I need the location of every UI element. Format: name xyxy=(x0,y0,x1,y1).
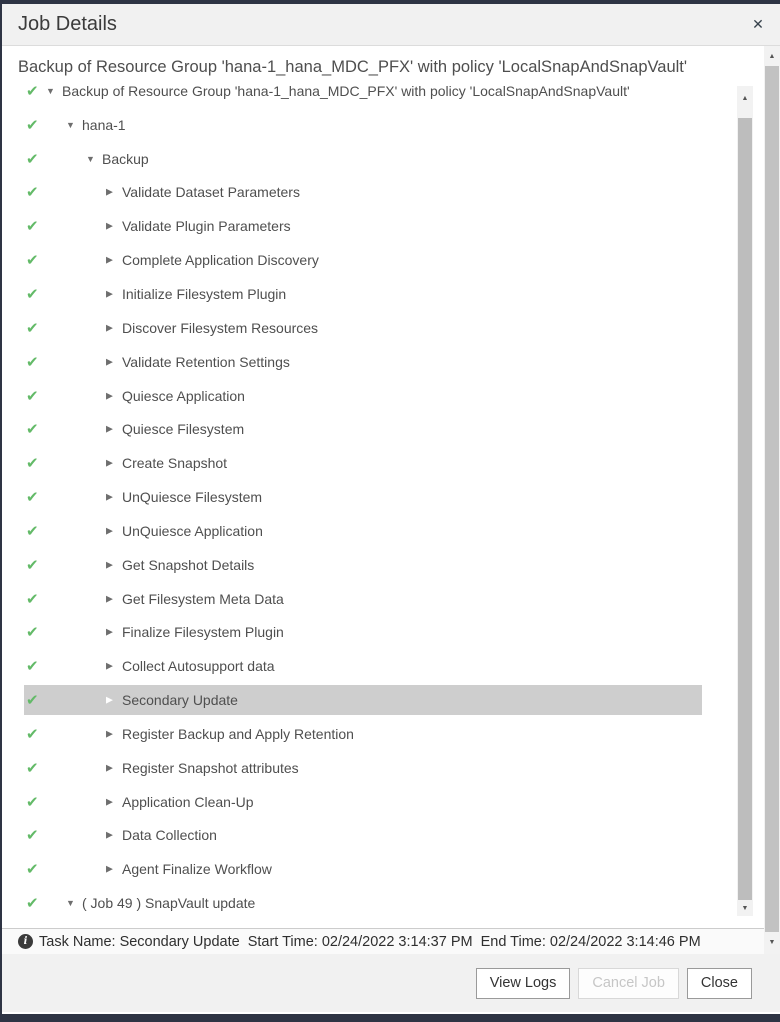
dialog-title: Job Details xyxy=(18,13,117,35)
task-tree xyxy=(2,84,735,922)
dialog-scrollbar[interactable] xyxy=(764,46,780,954)
expand-triangle-icon[interactable]: ▶ xyxy=(106,254,113,265)
expand-triangle-icon[interactable]: ▶ xyxy=(106,694,113,705)
tree-row[interactable] xyxy=(2,209,735,243)
tree-row[interactable] xyxy=(2,616,735,650)
scroll-down-icon[interactable]: ▼ xyxy=(764,934,780,950)
tree-rows xyxy=(2,84,735,920)
tree-row[interactable] xyxy=(2,717,735,751)
dialog-footer xyxy=(2,954,780,1012)
tree-node-label: Get Filesystem Meta Data xyxy=(122,590,284,607)
tree-node-label: Backup xyxy=(102,150,149,167)
success-check-icon: ✔ xyxy=(26,590,39,608)
tree-row[interactable] xyxy=(2,176,735,210)
view-logs-button[interactable]: View Logs xyxy=(476,968,571,999)
dialog-titlebar xyxy=(2,4,780,46)
tree-node-label: Application Clean-Up xyxy=(122,793,254,810)
expand-triangle-icon[interactable]: ▶ xyxy=(106,322,113,333)
task-name-label: Task Name: xyxy=(39,933,116,950)
expand-triangle-icon[interactable]: ▶ xyxy=(106,390,113,401)
success-check-icon: ✔ xyxy=(26,150,39,168)
scroll-up-icon[interactable]: ▲ xyxy=(737,86,753,110)
tree-node-label: hana-1 xyxy=(82,116,126,133)
collapse-triangle-icon[interactable]: ▼ xyxy=(46,85,55,96)
expand-triangle-icon[interactable]: ▶ xyxy=(106,796,113,807)
expand-triangle-icon[interactable]: ▶ xyxy=(106,288,113,299)
success-check-icon: ✔ xyxy=(26,556,39,574)
expand-triangle-icon[interactable]: ▶ xyxy=(106,762,113,773)
job-title: Backup of Resource Group 'hana-1_hana_MDC_PFX' with policy 'LocalSnapAndSnapVault' xyxy=(18,58,688,76)
tree-row[interactable] xyxy=(2,852,735,886)
tree-node-label: Finalize Filesystem Plugin xyxy=(122,624,284,641)
dialog-body xyxy=(2,46,766,928)
tree-row[interactable] xyxy=(2,514,735,548)
end-time-label: End Time: xyxy=(480,933,546,950)
tree-node-label: Quiesce Application xyxy=(122,387,245,404)
tree-scrollbar[interactable] xyxy=(737,86,753,916)
tree-row[interactable] xyxy=(2,108,735,142)
tree-node-label: Validate Plugin Parameters xyxy=(122,218,291,235)
tree-row[interactable] xyxy=(2,142,735,176)
tree-node-label: Collect Autosupport data xyxy=(122,658,275,675)
info-icon: i xyxy=(18,934,33,949)
tree-node-label: Get Snapshot Details xyxy=(122,556,255,573)
end-time-value: 02/24/2022 3:14:46 PM xyxy=(549,933,701,950)
start-time-value: 02/24/2022 3:14:37 PM xyxy=(321,933,473,950)
tree-row[interactable] xyxy=(2,480,735,514)
cancel-job-button: Cancel Job xyxy=(578,968,679,999)
scroll-up-icon[interactable]: ▲ xyxy=(764,48,780,64)
tree-row[interactable] xyxy=(2,345,735,379)
tree-node-label: Initialize Filesystem Plugin xyxy=(122,285,287,302)
tree-node-label: Data Collection xyxy=(122,827,217,844)
status-bar xyxy=(2,928,766,954)
tree-row[interactable] xyxy=(2,311,735,345)
success-check-icon: ✔ xyxy=(26,522,39,540)
tree-node-label: UnQuiesce Application xyxy=(122,522,263,539)
success-check-icon: ✔ xyxy=(26,895,39,913)
expand-triangle-icon[interactable]: ▶ xyxy=(106,660,113,671)
tree-node-label: Secondary Update xyxy=(122,692,238,709)
success-check-icon: ✔ xyxy=(26,84,39,100)
expand-triangle-icon[interactable]: ▶ xyxy=(106,626,113,637)
tree-row[interactable] xyxy=(2,243,735,277)
tree-row[interactable] xyxy=(2,819,735,853)
success-check-icon: ✔ xyxy=(26,116,39,134)
close-icon[interactable]: ✕ xyxy=(752,15,764,32)
expand-triangle-icon[interactable]: ▶ xyxy=(106,559,113,570)
tree-row[interactable] xyxy=(2,412,735,446)
tree-node-label: UnQuiesce Filesystem xyxy=(122,489,263,506)
tree-node-label: Quiesce Filesystem xyxy=(122,421,245,438)
tree-row[interactable] xyxy=(2,886,735,920)
success-check-icon: ✔ xyxy=(26,793,39,811)
tree-row[interactable] xyxy=(2,84,735,108)
close-button[interactable]: Close xyxy=(687,968,752,999)
success-check-icon: ✔ xyxy=(26,285,39,303)
tree-node-label: Complete Application Discovery xyxy=(122,252,319,269)
success-check-icon: ✔ xyxy=(26,387,39,405)
expand-triangle-icon[interactable]: ▶ xyxy=(106,593,113,604)
success-check-icon: ✔ xyxy=(26,252,39,270)
expand-triangle-icon[interactable]: ▶ xyxy=(106,525,113,536)
tree-row[interactable] xyxy=(2,649,735,683)
success-check-icon: ✔ xyxy=(26,421,39,439)
window-bottom-edge xyxy=(2,1014,780,1022)
success-check-icon: ✔ xyxy=(26,455,39,473)
expand-triangle-icon[interactable]: ▶ xyxy=(106,356,113,367)
success-check-icon: ✔ xyxy=(26,184,39,202)
success-check-icon: ✔ xyxy=(26,489,39,507)
success-check-icon: ✔ xyxy=(26,827,39,845)
tree-row[interactable] xyxy=(2,582,735,616)
tree-scrollbar-thumb[interactable] xyxy=(738,118,752,900)
success-check-icon: ✔ xyxy=(26,759,39,777)
success-check-icon: ✔ xyxy=(26,218,39,236)
expand-triangle-icon[interactable]: ▶ xyxy=(106,423,113,434)
collapse-triangle-icon[interactable]: ▼ xyxy=(86,153,95,164)
tree-node-label: Register Backup and Apply Retention xyxy=(122,725,354,742)
tree-row[interactable] xyxy=(2,446,735,480)
collapse-triangle-icon[interactable]: ▼ xyxy=(66,119,75,130)
tree-row[interactable] xyxy=(2,683,735,717)
tree-node-label: Validate Dataset Parameters xyxy=(122,184,300,201)
tree-row[interactable] xyxy=(2,277,735,311)
tree-node-label: Discover Filesystem Resources xyxy=(122,319,319,336)
tree-node-label: ( Job 49 ) SnapVault update xyxy=(82,895,256,912)
task-name-value: Secondary Update xyxy=(119,933,240,950)
expand-triangle-icon[interactable]: ▶ xyxy=(106,863,113,874)
tree-node-label: Register Snapshot attributes xyxy=(122,759,299,776)
tree-row[interactable] xyxy=(2,751,735,785)
tree-node-label: Create Snapshot xyxy=(122,455,228,472)
success-check-icon: ✔ xyxy=(26,319,39,337)
tree-node-label: Backup of Resource Group 'hana-1_hana_MDC_PFX' with policy 'LocalSnapAndSnapVault' xyxy=(62,84,630,99)
collapse-triangle-icon[interactable]: ▼ xyxy=(66,898,75,909)
expand-triangle-icon[interactable]: ▶ xyxy=(106,728,113,739)
start-time-label: Start Time: xyxy=(247,933,318,950)
tree-row[interactable] xyxy=(2,379,735,413)
tree-row[interactable] xyxy=(2,785,735,819)
dialog-scrollbar-thumb[interactable] xyxy=(765,66,779,932)
expand-triangle-icon[interactable]: ▶ xyxy=(106,491,113,502)
success-check-icon: ✔ xyxy=(26,692,39,710)
expand-triangle-icon[interactable]: ▶ xyxy=(106,220,113,231)
status-text xyxy=(39,934,705,950)
success-check-icon: ✔ xyxy=(26,658,39,676)
success-check-icon: ✔ xyxy=(26,353,39,371)
success-check-icon: ✔ xyxy=(26,725,39,743)
tree-node-label: Agent Finalize Workflow xyxy=(122,861,272,878)
success-check-icon: ✔ xyxy=(26,624,39,642)
expand-triangle-icon[interactable]: ▶ xyxy=(106,829,113,840)
scroll-down-icon[interactable]: ▼ xyxy=(737,900,753,916)
tree-node-label: Validate Retention Settings xyxy=(122,353,290,370)
tree-row[interactable] xyxy=(2,548,735,582)
expand-triangle-icon[interactable]: ▶ xyxy=(106,457,113,468)
success-check-icon: ✔ xyxy=(26,861,39,879)
expand-triangle-icon[interactable]: ▶ xyxy=(106,186,113,197)
